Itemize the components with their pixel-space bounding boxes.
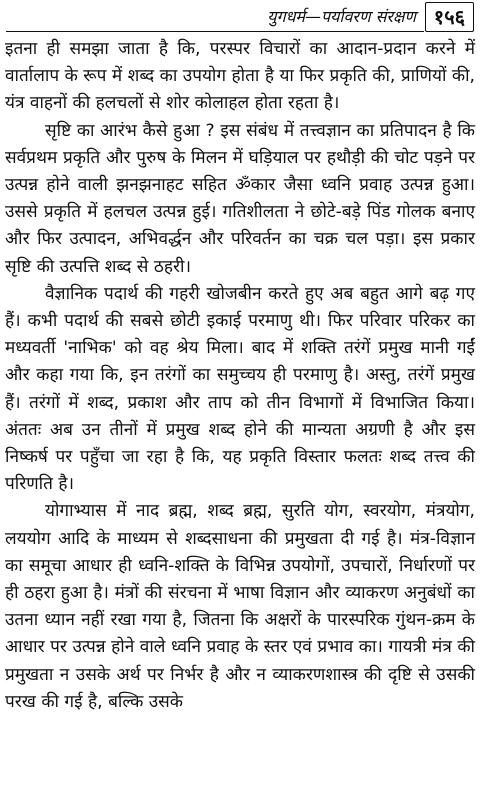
paragraph-4: योगाभ्यास में नाद ब्रह्म, शब्द ब्रह्म, सुरति योग, स्वरयोग, मंत्रयोग, लययोग आदि के माध्यम से शब्दसाधना की प्रमुखता दी गई है। मंत्र-विज्ञान का समूचा आधार ही ध्वनि-शक्ति के विभिन्न उपयोगों, उपचारों, निर्धारणों पर ही ठहरा हुआ है। मंत्रों की संरचना में भाषा विज्ञान और व्याकरण अनुबंधों का उतना ध्यान नहीं रखा गया है, जितना कि अक्षरों के पारस्परिक गुंथन-क्रम के आधार पर उत्पन्न होने वाले ध्वनि प्रवाह के स्तर एवं प्रभाव का। गायत्री मंत्र की प्रमुखता न उसके अर्थ पर निर्भर है और न व्याकरणशास्त्र की दृष्टि से उसकी परख की गई है, बल्कि उसके — [5, 501, 475, 712]
paragraph-1: इतना ही समझा जाता है कि, परस्पर विचारों का आदान-प्रदान करने में वार्तालाप के रूप में शब्द का उपयोग होता है या फिर प्रकृति की, प्राणियों की, यंत्र वाहनों की हलचलों से शोर कोलाहल होता रहता है। — [5, 39, 475, 114]
paragraph-3: वैज्ञानिक पदार्थ की गहरी खोजबीन करते हुए अब बहुत आगे बढ़ गए हैं। कभी पदार्थ की सबसे छोटी इकाई परमाणु थी। फिर परिवार परिकर का मध्यवर्ती 'नाभिक' को वह श्रेय मिला। बाद में शक्ति तरंगें प्रमुख मानी गईं और कहा गया कि, इन तरंगों का समुच्चय ही परमाणु है। अस्तु, तरंगें प्रमुख हैं। तरंगों में शब्द, प्रकाश और ताप को तीन विभागों में विभाजित किया। अंततः अब उन तीनों में प्रमुख शब्द होने की मान्यता अग्रणी है और इस निष्कर्ष पर पहुँचा जा रहा है कि, यह प्रकृति विस्तार फलतः शब्द तत्त्व की परिणति है। — [5, 283, 475, 495]
paragraph-2: सृष्टि का आरंभ कैसे हुआ ? इस संबंध में तत्त्वज्ञान का प्रतिपादन है कि सर्वप्रथम प्रकृति और पुरुष के मिलन में घड़ियाल पर हथौड़ी की चोट पड़ने पर उत्पन्न होने वाली झनझनाहट सहित ॐकार जैसा ध्वनि प्रवाह उत्पन्न हुआ। उससे प्रकृति में हलचल उत्पन्न हुई। गतिशीलता ने छोटे-बड़े पिंड गोलक बनाए और फिर उत्पादन, अभिवर्द्धन और परिवर्तन का चक्र चल पड़ा। इस प्रकार सृष्टि की उत्पत्ति शब्द से ठहरी। — [5, 120, 475, 277]
header-rule — [6, 31, 424, 32]
body-text — [5, 36, 475, 716]
page-header — [0, 0, 480, 38]
running-title: युगधर्म—पर्यावरण संरक्षण — [267, 7, 416, 26]
page-number: १५६ — [425, 2, 474, 32]
